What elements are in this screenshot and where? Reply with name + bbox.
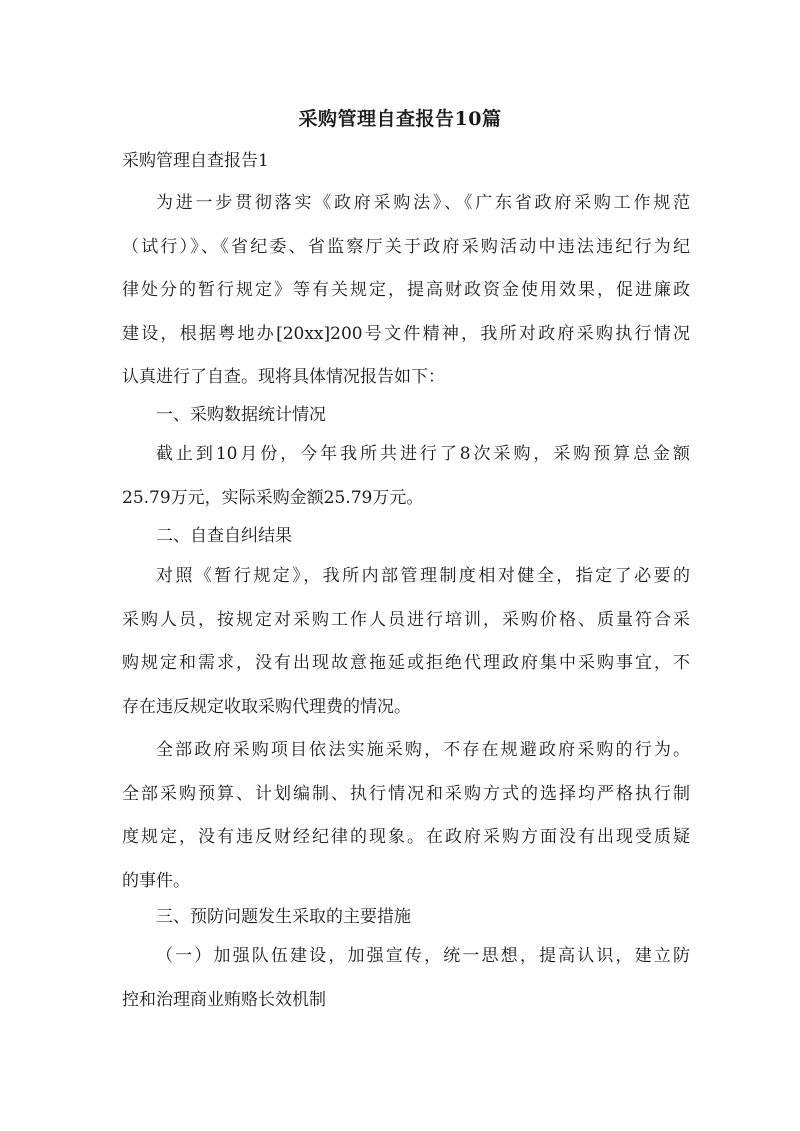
section2-p2-line: 全部采购预算、计划编制、执行情况和采购方式的选择均严格执行制 (122, 783, 690, 804)
section1-line: 截止到10月份，今年我所共进行了8次采购，采购预算总金额 (156, 444, 690, 464)
section2-p2-line: 的事件。 (122, 870, 190, 891)
section3-item1-line: （一）加强队伍建设，加强宣传，统一思想，提高认识，建立防 (156, 946, 690, 966)
section2-paragraph-2 (122, 729, 690, 903)
intro-line: 律处分的暂行规定》等有关规定，提高财政资金使用效果，促进廉政 (122, 280, 690, 300)
section2-p2-line: 度规定，没有违反财经纪律的现象。在政府采购方面没有出现受质疑 (122, 827, 690, 847)
document-title: 采购管理自查报告10篇 (298, 108, 502, 130)
section2-p1-line: 采购人员，按规定对采购工作人员进行培训，采购价格、质量符合采 (122, 609, 690, 630)
intro-paragraph (122, 182, 690, 400)
section1-paragraph (122, 433, 690, 520)
section2-p1-line: 购规定和需求，没有出现故意拖延或拒绝代理政府集中采购事宜，不 (122, 653, 690, 673)
section1-line: 25.79万元，实际采购金额25.79万元。 (122, 487, 424, 508)
document-subtitle: 采购管理自查报告1 (122, 151, 269, 171)
intro-line: 为进一步贯彻落实《政府采购法》、《广东省政府采购工作规范 (156, 193, 690, 213)
intro-line: 建设，根据粤地办[20xx]200号文件精神，我所对政府采购执行情况 (122, 323, 690, 344)
section2-heading: 二、自查自纠结果 (156, 526, 292, 546)
section2-p1-line: 对照《暂行规定》，我所内部管理制度相对健全，指定了必要的 (156, 566, 690, 586)
section1-heading: 一、采购数据统计情况 (156, 405, 326, 425)
section2-paragraph-1 (122, 555, 690, 729)
section3-item1-paragraph (122, 935, 690, 1022)
section3-heading: 三、预防问题发生采取的主要措施 (156, 907, 411, 927)
section3-item1-line: 控和治理商业贿赂长效机制 (122, 989, 326, 1010)
intro-line: 认真进行了自查。现将具体情况报告如下： (122, 367, 445, 387)
intro-line: （试行）》、《省纪委、省监察厅关于政府采购活动中违法违纪行为纪 (122, 236, 690, 257)
section2-p1-line: 存在违反规定收取采购代理费的情况。 (122, 696, 411, 717)
section2-p2-line: 全部政府采购项目依法实施采购，不存在规避政府采购的行为。 (156, 740, 690, 760)
